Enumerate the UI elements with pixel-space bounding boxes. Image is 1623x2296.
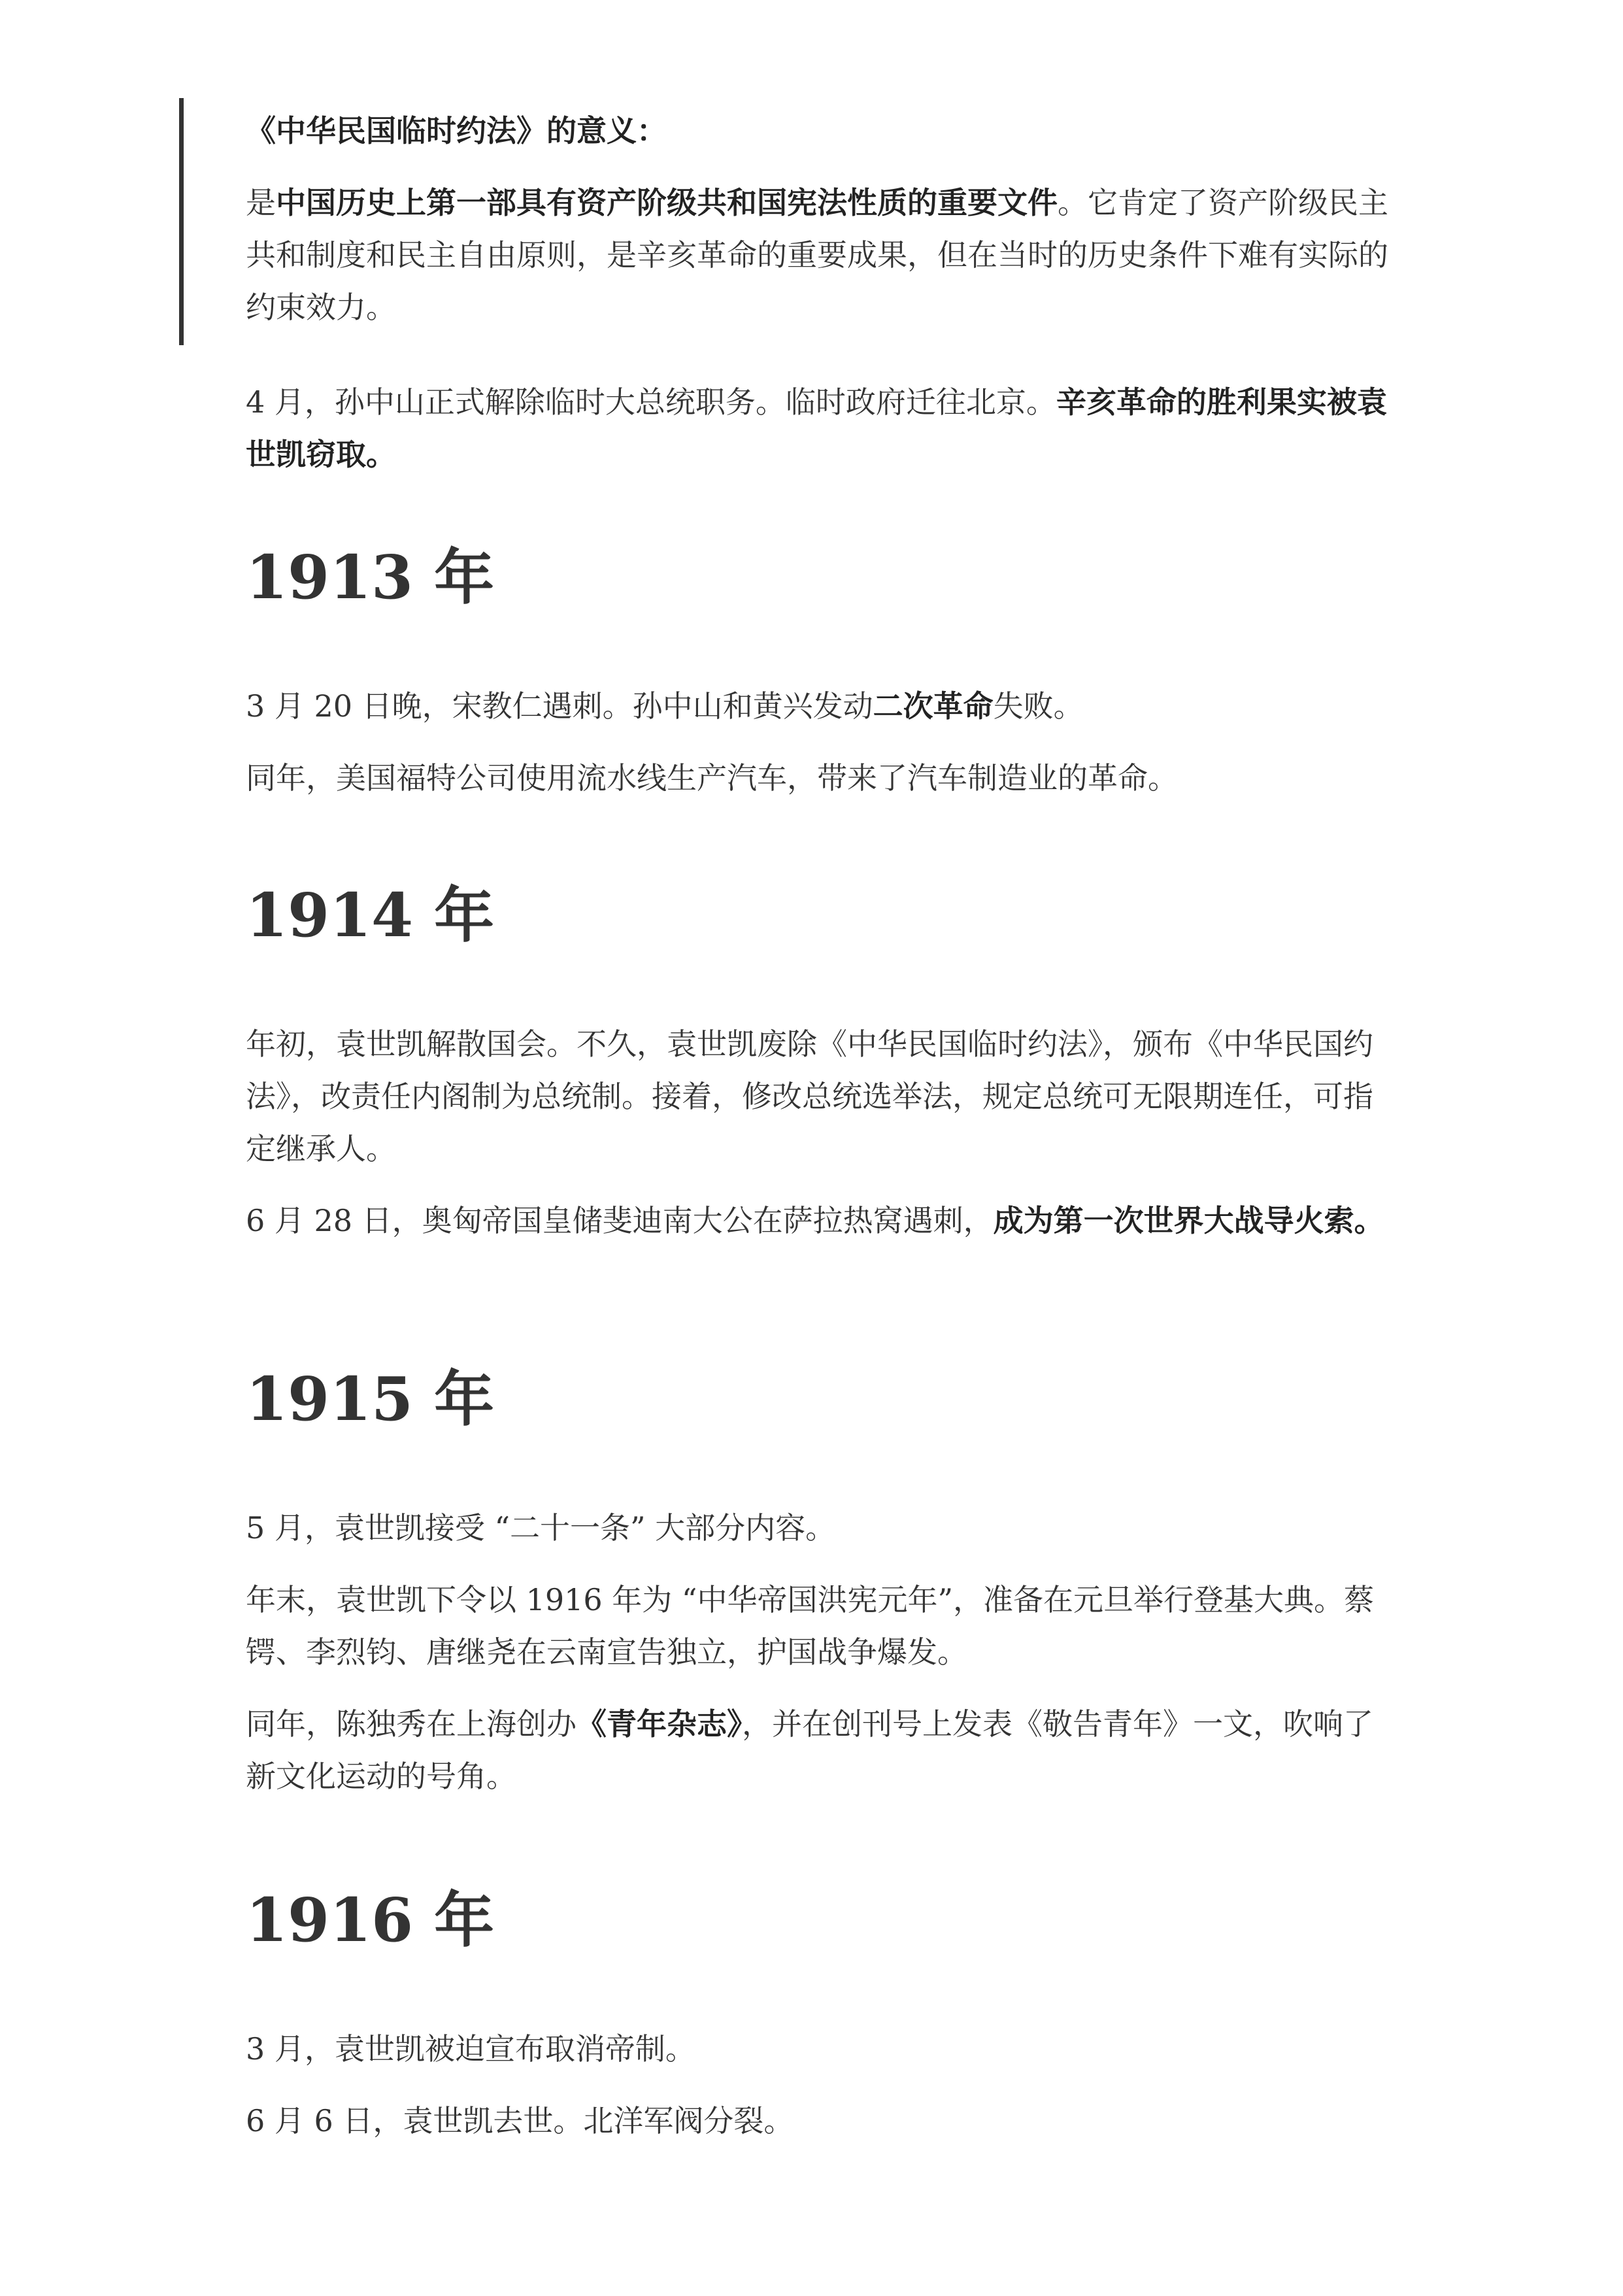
paragraph — [246, 1018, 1390, 1175]
paragraph — [246, 2023, 1390, 2075]
paragraph — [246, 2095, 1390, 2147]
section-1916 — [246, 1884, 1390, 1956]
text-run: 3 月 20 日晚，宋教仁遇刺。孙中山和黄兴发动 — [246, 688, 873, 724]
paragraph — [246, 1194, 1390, 1247]
text-run: 4 月，孙中山正式解除临时大总统职务。临时政府迁往北京。 — [246, 384, 1056, 420]
text-run: 。它肯定了资产阶级民主共和制度和民主自由原则，是辛亥革命的重要成果，但在当时的历史条件下难有实际的约束效力。 — [246, 185, 1388, 325]
text-run: 同年，陈独秀在上海创办 — [246, 1706, 577, 1742]
intro-paragraph-block — [246, 376, 1390, 481]
paragraph — [246, 1502, 1390, 1554]
section-1914 — [246, 879, 1390, 951]
year-heading: 1916 年 — [246, 1885, 495, 1955]
text-run: 5 月，袁世凯接受 “二十一条” 大部分内容。 — [246, 1510, 836, 1545]
section-1915-body — [246, 1502, 1390, 1802]
text-run: 6 月 6 日，袁世凯去世。北洋军阀分裂。 — [246, 2103, 794, 2138]
text-run: ，并在创刊号上发表《敬告青年》一文，吹响了新文化运动的号角。 — [246, 1706, 1373, 1794]
paragraph — [246, 1698, 1390, 1802]
section-1914-body — [246, 1018, 1390, 1247]
text-run: 年末，袁世凯下令以 1916 年为 “中华帝国洪宪元年”，准备在元旦举行登基大典。蔡锷、李烈钧、唐继尧在云南宣告独立，护国战争爆发。 — [246, 1582, 1374, 1670]
section-1915 — [246, 1363, 1390, 1435]
bold-run: 成为第一次世界大战导火索。 — [993, 1203, 1384, 1238]
section-1916-body — [246, 2023, 1390, 2147]
text-run: 3 月，袁世凯被迫宣布取消帝制。 — [246, 2031, 695, 2067]
year-heading: 1914 年 — [246, 880, 495, 951]
text-run: 失败。 — [993, 688, 1084, 724]
paragraph — [246, 752, 1390, 804]
blockquote-title: 《中华民国临时约法》的意义： — [246, 113, 667, 148]
blockquote-bar — [179, 98, 184, 345]
text-run: 6 月 28 日，奥匈帝国皇储斐迪南大公在萨拉热窝遇刺， — [246, 1203, 994, 1238]
bold-run: 二次革命 — [873, 688, 994, 724]
blockquote — [246, 105, 1390, 333]
year-heading: 1915 年 — [246, 1364, 495, 1434]
bold-run: 中国历史上第一部具有资产阶级共和国宪法性质的重要文件 — [276, 185, 1058, 220]
section-1913 — [246, 541, 1390, 613]
text-run: 年初，袁世凯解散国会。不久，袁世凯废除《中华民国临时约法》，颁布《中华民国约法》，改责任内阁制为总统制。接着，修改总统选举法，规定总统可无限期连任，可指定继承人。 — [246, 1026, 1373, 1166]
bold-run: 辛亥革命的胜利果实被袁世凯窃取。 — [246, 384, 1387, 472]
intro-paragraph — [246, 376, 1390, 481]
blockquote-body — [246, 177, 1390, 333]
paragraph — [246, 680, 1390, 732]
paragraph — [246, 1574, 1390, 1678]
text-run: 同年，美国福特公司使用流水线生产汽车，带来了汽车制造业的革命。 — [246, 760, 1178, 796]
year-heading: 1913 年 — [246, 542, 495, 613]
section-1913-body — [246, 680, 1390, 804]
bold-run: 《青年杂志》 — [577, 1706, 742, 1742]
text-run: 是 — [246, 185, 276, 220]
